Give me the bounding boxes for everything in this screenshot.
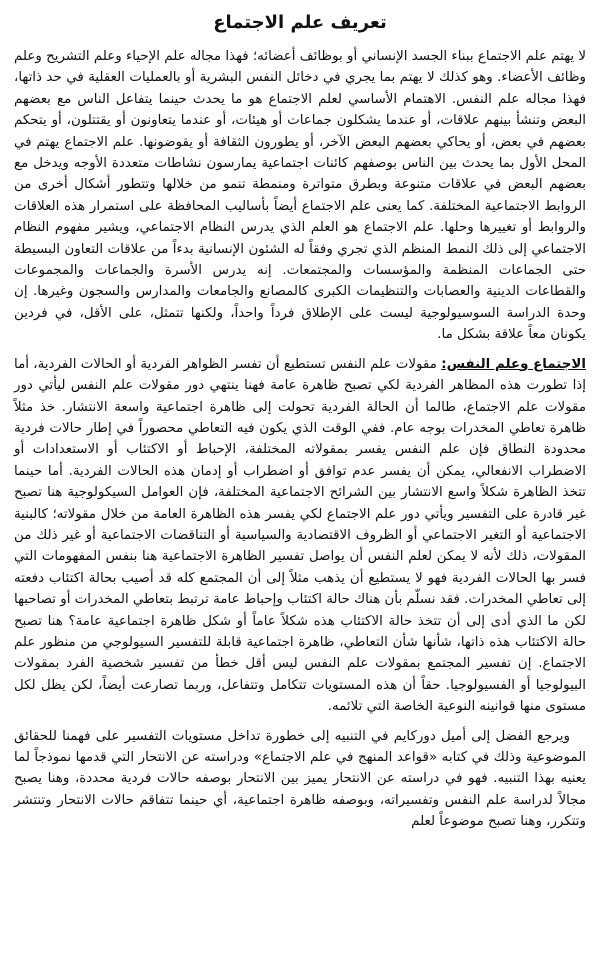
page-title: تعريف علم الاجتماع bbox=[213, 12, 387, 33]
paragraph-sociology-and-psychology-text: مقولات علم النفس تستطيع أن تفسر الظواهر الفردية أو الحالات الفردية، أما إذا تطورت هذه المظاهر الفردية لكي تصبح ظاهرة عامة فهنا ينتهي دور مقولات علم النفس ليأتي دور مقولات علم الاجتماع، طالما أن الحالة الفردية تحولت إلى ظاهرة اجتماعية واسعة الانتشار. خذ مثلاً ظاهرة تعاطي المخدرات بوجه عام. ففي الوقت الذي يكون فيه التعاطي محصوراً في إطار حالات فردية محدودة النطاق فإن علم النفس يفسر بمقولاته المختلفة، الإحباط أو الاكتئاب أو الاستعدادات أو الاضطراب الانفعالي، يمكن أن يفسر عدم توافق أو اضطراب أو إدمان هذه الحالات الفردية. أما حينما تتخذ الظاهرة شكلاً واسع الانتشار بين الشرائح الاجتماعية المختلفة، فإن العوامل السيكولوجية هنا تصبح غير قادرة على التفسير ويأتي دور علم الاجتماع لكي يفسر هذه الظاهرة العامة من خلال مقولاته؛ كالبنية الاجتماعية أو التغير الاجتماعي أو الظروف الاقتصادية والسياسية أو التناقضات الاجتماعية أو غير ذلك من المقولات، ذلك لأنه لا يمكن لعلم النفس أن يواصل تفسير الظاهرة الاجتماعية هنا بنفس المفهومات التي فسر بها الحالات الفردية فهو لا يستطيع أن يذهب مثلاً إلى أن المجتمع كله قد أصيب بحالة اكتئاب دفعته إلى تعاطي المخدرات. فقد نسلّم بأن هناك حالة اكتئاب وإحباط عامة ترتبط بتعاطي المخدرات أو تصاحبها لكن ما الذي أدى إلى أن تتخذ حالة الاكتئاب هذه شكلاً عاماً أو شكل ظاهرة اجتماعية عامة؟ هنا تصبح حالة الاكتئاب هذه ذاتها، شأنها شأن التعاطي، ظاهرة اجتماعية قابلة للتفسير السيولوجي من منظور علم الاجتماع. إن تفسير المجتمع بمقولات علم النفس ليس أقل خطأ من تفسير شخصية الفرد بمقولات البيولوجيا أو الفسيولوجيا. حقاً أن هذه المستويات تتكامل وتتفاعل، وربما تصارعت أيضاً، لكن يظل لكل مستوى منها قوانينه النوعية الخاصة التي تلائمه. bbox=[13, 356, 586, 715]
paragraph-durkheim-text: ويرجع الفضل إلى أميل دوركايم في التنبيه إلى خطورة تداخل مستويات التفسير على فهمنا للحقائق الموضوعية وذلك في كتابه «قواعد المنهج في علم الاجتماع» ودراسته عن الانتحار التي قدمها نموذجاً لما يعنيه بهذا التنبيه. فهو في دراسته عن الانتحار يميز بين الانتحار بوصفه حالات فردية محددة، وهنا يصبح مجالاً لدراسة علم النفس وتفسيراته، وبوصفه ظاهرة اجتماعية، أي حينما تتفاقم حالات الانتحار وتنتشر وتتكرر، وهنا تصبح موضوعاً لعلم bbox=[14, 728, 586, 830]
paragraph-heading: الاجتماع وعلم النفس: bbox=[441, 356, 586, 372]
paragraph-durkheim bbox=[14, 726, 586, 833]
paragraph-sociology-and-psychology bbox=[14, 354, 586, 718]
paragraph-intro-text: لا يهتم علم الاجتماع ببناء الجسد الإنساني أو بوظائف أعضائه؛ فهذا مجاله علم الإحياء وعلم التشريح وعلم وظائف الأعضاء. وهو كذلك لا يهتم بما يجري في دخائل النفس البشرية أو بالعمليات العقلية في حد ذاتها، فهذا مجاله علم النفس. الاهتمام الأساسي لعلم الاجتماع هو ما يحدث حينما يتفاعل الناس مع بعضهم البعض وتنشأ بينهم علاقات، أو عندما يشكلون جماعات أو هيئات، أو عندما يتعاونون أو يقتتلون، أو يتحكم بعضهم في بعض، أو يحاكي بعضهم البعض الآخر، أو يطورون الثقافة أو يقوضونها. علم الاجتماع يهتم في المحل الأول بما يحدث بين الناس بوصفهم كائنات اجتماعية يمارسون نشاطات متعددة الأوجه ويدخل مع بعضهم البعض في علاقات متنوعة وبطرق متواترة ومنمطة تنمو من خلالها وتتطور أشكال أخرى من الروابط الاجتماعية المختلفة. كما يعنى علم الاجتماع أيضاً بأساليب المحافظة على استمرار هذه العلاقات والروابط أو تغييرها وحلها. علم الاجتماع هو العلم الذي يدرس النظام الاجتماعي، ويشير مفهوم النظام الاجتماعي إلى ذلك النمط المنظم الذي تجري وفقاً له الشئون الإنسانية بدءاً من علاقات التعاون البسيطة حتى الجماعات المنظمة والمؤسسات والمجتمعات. إنه يدرس الأسرة والجماعات والمجموعات والقطاعات الدينية والعصابات والتنظيمات الكبرى كالمصانع والجامعات والمدارس والسجون وغيرها. إن وحدة الدراسة السوسيولوجية ليست على الإطلاق فرداً واحداً، ولكنها تتمثل، على الأقل، في فردين يكونان معاً علاقة بشكل ما. bbox=[14, 49, 586, 343]
paragraph-intro bbox=[14, 46, 586, 346]
